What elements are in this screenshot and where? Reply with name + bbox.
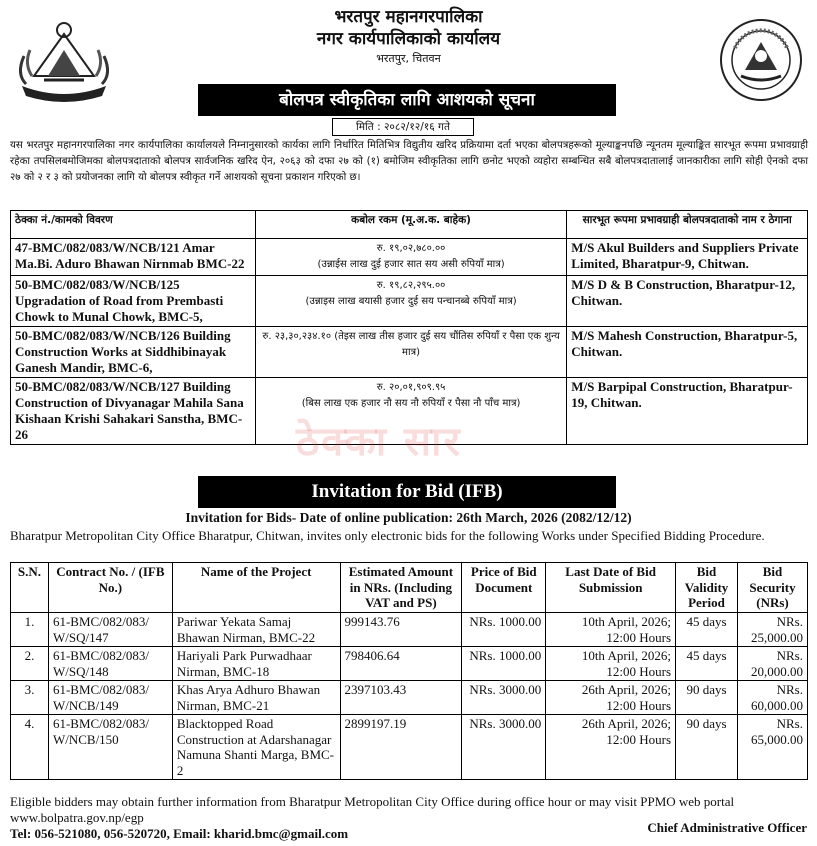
ifb-security: NRs. 60,000.00: [737, 681, 807, 715]
award-amount-cell: [255, 378, 566, 445]
ifb-subtitle: Invitation for Bids- Date of online publication: 26th March, 2026 (2082/12/12): [185, 510, 632, 525]
table-row: [11, 378, 808, 445]
ifb-last-date: 10th April, 2026; 12:00 Hours: [546, 647, 676, 681]
table-row: [11, 647, 808, 681]
table-row: [11, 239, 808, 276]
watermark-text: ठेक्का सार: [296, 419, 462, 465]
office-header: [6, 6, 811, 68]
ifb-security: NRs. 20,000.00: [737, 647, 807, 681]
ifb-project: Blacktopped Road Construction at Adarshanagar Namuna Shanti Marga, BMC-2: [172, 715, 340, 780]
ifb-validity: 45 days: [676, 613, 738, 647]
award-amount-words: (उन्नाइस लाख बयासी हजार दुई सय पन्चानब्बे रुपियाँ मात्र): [305, 296, 517, 307]
ifb-paragraph: Bharatpur Metropolitan City Office Bharatpur, Chitwan, invites only electronic bids for the following Works under Specified Bidding Procedure.: [10, 528, 765, 543]
notice-date: मिति : २०८२/१२/१६ गते: [332, 118, 474, 136]
award-table: [10, 210, 808, 445]
table-row: [11, 327, 808, 378]
ifb-last-date: 26th April, 2026; 12:00 Hours: [546, 715, 676, 780]
ifb-header-estimate: Estimated Amount in NRs. (Including VAT and PS): [340, 563, 462, 613]
ifb-price: NRs. 1000.00: [462, 647, 546, 681]
municipality-name: भरतपुर महानगरपालिका: [334, 7, 483, 27]
ifb-header-last-date: Last Date of Bid Submission: [546, 563, 676, 613]
award-bidder: M/S Barpipal Construction, Bharatpur-19, Chitwan.: [567, 378, 808, 445]
ifb-validity: 45 days: [676, 647, 738, 681]
notice-page: [6, 4, 811, 842]
award-header-amount: कबोल रकम (मू.अ.क. बाहेक): [255, 211, 566, 239]
ifb-project: Pariwar Yekata Samaj Bhawan Nirman, BMC-22: [172, 613, 340, 647]
ifb-header-validity: Bid Validity Period: [676, 563, 738, 613]
ifb-header-sn: S.N.: [11, 563, 49, 613]
award-contract: 47-BMC/082/083/W/NCB/121 Amar Ma.Bi. Aduro Bhawan Nirnmab BMC-22: [11, 239, 256, 276]
ifb-last-date: 10th April, 2026; 12:00 Hours: [546, 613, 676, 647]
notice-title: बोलपत्र स्वीकृतिका लागि आशयको सूचना: [198, 84, 616, 116]
award-amount-cell: [255, 239, 566, 276]
office-name: नगर कार्यपालिकाको कार्यालय: [316, 29, 501, 49]
table-row: [11, 715, 808, 780]
notice-paragraph: यस भरतपुर महानगरपालिका नगर कार्यपालिका कार्यालयले निम्नानुसारको कार्यका लागि निर्धारित मितिभित्र विद्युतीय खरिद प्रक्रियामा दर्ता भएका बोलपत्रहरूको मूल्याङ्कनपछि न्यूनतम मूल्याङ्कित सारभूत रूपमा प्रभावग्राही रहेका तपसिलबमोजिमका बोलपत्रदाताको बोलपत्र सार्वजनिक खरिद ऐन, २०६३ को दफा २७ को (१) बमोजिम स्वीकृतिका लागि छनोट भएको व्यहोरा सम्बन्धित सबै बोलपत्रदातालाई जानकारीका लागि सोही ऐनको दफा २७ को २ र ३ को प्रयोजनका लागि यो बोलपत्र स्वीकृत गर्ने आशयको सूचना प्रकाशन गरिएको छ।: [10, 140, 808, 183]
award-bidder: M/S D & B Construction, Bharatpur-12, Chitwan.: [567, 276, 808, 327]
ifb-price: NRs. 3000.00: [462, 681, 546, 715]
ifb-contract: 61-BMC/082/083/ W/SQ/147: [48, 613, 172, 647]
award-amount-cell: [255, 276, 566, 327]
award-contract: 50-BMC/082/083/W/NCB/126 Building Construction Works at Siddhibinayak Ganesh Mandir, BMC-6,: [11, 327, 256, 378]
award-amount: रु. २०,०१,९०९.९५: [376, 382, 446, 393]
award-header-bidder: सारभूत रूपमा प्रभावग्राही बोलपत्रदाताको नाम र ठेगाना: [567, 211, 808, 239]
ifb-header-project: Name of the Project: [172, 563, 340, 613]
ifb-price: NRs. 1000.00: [462, 613, 546, 647]
award-contract: 50-BMC/082/083/W/NCB/127 Building Construction of Divyanagar Mahila Sana Kishaan Krishi Sahakari Sanstha, BMC-26: [11, 378, 256, 445]
award-amount-words: (बिस लाख एक हजार नौ सय नौ रुपियाँ र पैसा नौ पाँच मात्र): [301, 398, 521, 409]
ifb-estimate: 2397103.43: [340, 681, 462, 715]
ifb-contract: 61-BMC/082/083/ W/SQ/148: [48, 647, 172, 681]
ifb-sn: 1.: [11, 613, 49, 647]
ifb-title: Invitation for Bid (IFB): [198, 476, 616, 508]
ifb-validity: 90 days: [676, 715, 738, 780]
award-contract: 50-BMC/082/083/W/NCB/125 Upgradation of Road from Prembasti Chowk to Munal Chowk, BMC-5,: [11, 276, 256, 327]
footer-signatory: Chief Administrative Officer: [647, 820, 807, 835]
award-amount-cell: [255, 327, 566, 378]
award-header-contract: ठेक्का नं./कामको विवरण: [11, 211, 256, 239]
ifb-sn: 4.: [11, 715, 49, 780]
ifb-table: [10, 562, 808, 780]
table-row: [11, 613, 808, 647]
ifb-last-date: 26th April, 2026; 12:00 Hours: [546, 681, 676, 715]
award-bidder: M/S Mahesh Construction, Bharatpur-5, Chitwan.: [567, 327, 808, 378]
footer-contact: Tel: 056-521080, 056-520720, Email: kharid.bmc@gmail.com: [10, 826, 349, 841]
ifb-sn: 2.: [11, 647, 49, 681]
ifb-contract: 61-BMC/082/083/ W/NCB/149: [48, 681, 172, 715]
ifb-estimate: 798406.64: [340, 647, 462, 681]
ifb-validity: 90 days: [676, 681, 738, 715]
office-location: भरतपुर, चितवन: [376, 52, 441, 65]
award-amount: रु. १९,८२,२९५.००: [376, 280, 446, 291]
footer-info: Eligible bidders may obtain further information from Bharatpur Metropolitan City Office during office hour or may visit PPMO web portal www.bolpatra.gov.np/egp: [10, 794, 735, 825]
table-row: [11, 276, 808, 327]
ifb-project: Hariyali Park Purwadhaar Nirman, BMC-18: [172, 647, 340, 681]
ifb-project: Khas Arya Adhuro Bhawan Nirman, BMC-21: [172, 681, 340, 715]
award-bidder: M/S Akul Builders and Suppliers Private Limited, Bharatpur-9, Chitwan.: [567, 239, 808, 276]
ifb-security: NRs. 25,000.00: [737, 613, 807, 647]
award-amount-words: (उन्नाईस लाख दुई हजार सात सय असी रुपियाँ मात्र): [317, 259, 505, 270]
ifb-header-price: Price of Bid Document: [462, 563, 546, 613]
ifb-header-security: Bid Security (NRs): [737, 563, 807, 613]
award-amount: रु. १९,०२,७८०.००: [376, 243, 446, 254]
ifb-contract: 61-BMC/082/083/ W/NCB/150: [48, 715, 172, 780]
ifb-price: NRs. 3000.00: [462, 715, 546, 780]
ifb-header-contract: Contract No. / (IFB No.): [48, 563, 172, 613]
ifb-security: NRs. 65,000.00: [737, 715, 807, 780]
award-amount: रु. २३,३०,२३४.१० (तेइस लाख तीस हजार दुई सय चौंतिस रुपियाँ र पैसा एक शुन्य मात्र): [262, 331, 560, 358]
table-row: [11, 681, 808, 715]
ifb-sn: 3.: [11, 681, 49, 715]
ifb-estimate: 2899197.19: [340, 715, 462, 780]
ifb-estimate: 999143.76: [340, 613, 462, 647]
